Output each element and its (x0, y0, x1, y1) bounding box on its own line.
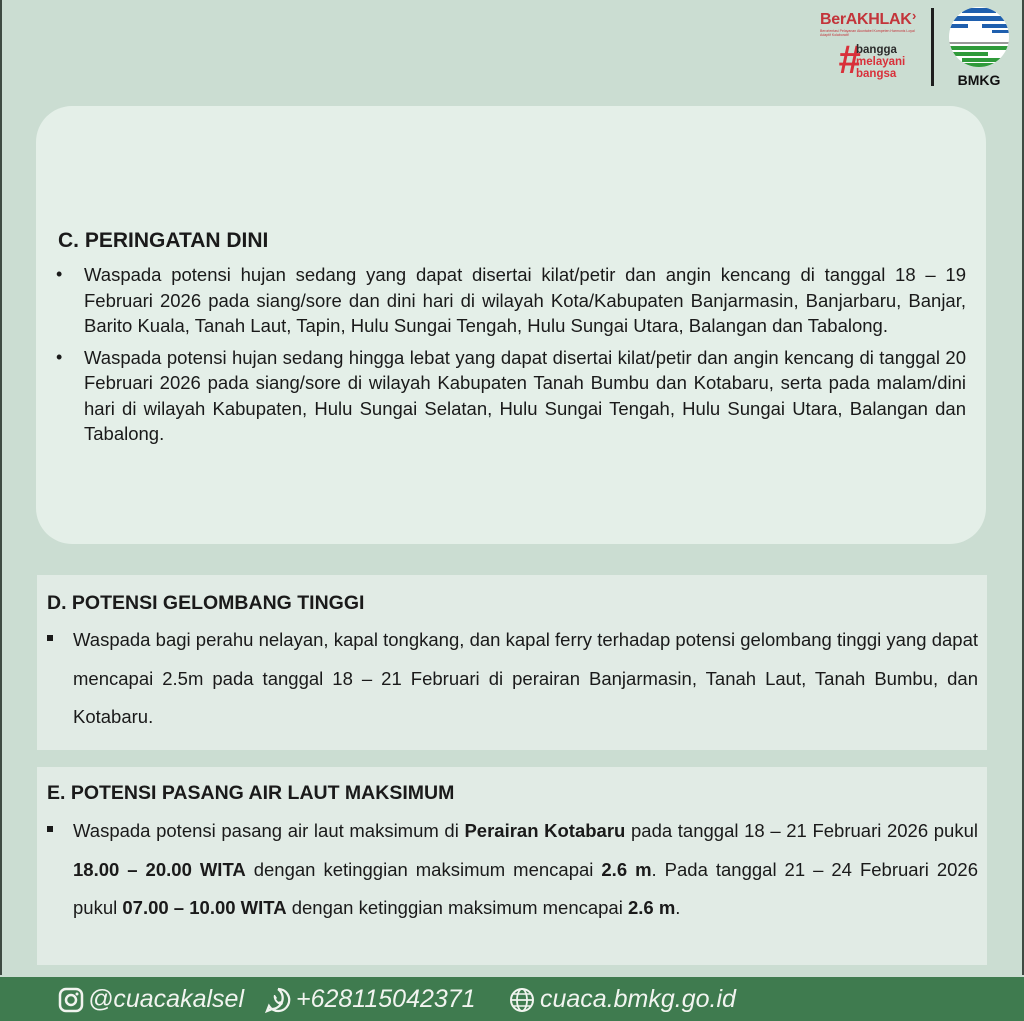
text-part: . Pada tanggal 21 – 24 Februari 2026 pukul (73, 858, 978, 918)
bullet-icon: • (56, 346, 63, 367)
instagram-icon (58, 987, 84, 1013)
list-item (56, 262, 966, 339)
list-item-text: Waspada potensi hujan sedang hingga lebat yang dapat disertai kilat/petir dan angin kencang di tanggal 20 Februari 2026 pada siang/sore di wilayah Kabupaten Tanah Bumbu dan Kotabaru, serta pada malam/dini hari di wilayah Kabupaten, Hulu Sungai Selatan, Hulu Sungai Tengah, Hulu Sungai Utara, Balangan dan Tabalong. (84, 346, 966, 444)
section-d-title: D. POTENSI GELOMBANG TINGGI (47, 592, 365, 614)
bullet-icon: • (56, 264, 63, 284)
bmkg-emblem-icon (948, 6, 1010, 68)
berakhlak-tagline: Berorientasi Pelayanan Akuntabel Kompeten Harmonis Loyal Adaptif Kolaboratif (820, 29, 915, 37)
section-e-title: E. POTENSI PASANG AIR LAUT MAKSIMUM (47, 782, 455, 804)
square-bullet-icon (47, 635, 53, 641)
berakhlak-logo (820, 8, 924, 37)
text-part: pada tanggal 18 – 21 Februari 2026 pukul (625, 820, 978, 841)
section-c-title: C. PERINGATAN DINI (58, 229, 269, 252)
whatsapp-link[interactable] (264, 983, 476, 1015)
height-highlight: 2.6 m (601, 858, 652, 880)
text-part: dengan ketinggian maksimum mencapai (245, 858, 602, 880)
time-highlight: 18.00 – 20.00 WITA (73, 858, 246, 880)
bmkg-logo (944, 6, 1014, 88)
whatsapp-number: +628115042371 (296, 985, 476, 1013)
chevron-icon: › (912, 8, 917, 23)
text-part: dengan ketinggian maksimum mencapai (286, 897, 628, 918)
text-part: . (675, 897, 681, 918)
globe-icon (508, 986, 536, 1014)
list-item (56, 345, 966, 447)
header-logos (818, 4, 1018, 88)
bangga-word-3: bangsa (856, 68, 897, 80)
bmkg-label: BMKG (957, 72, 1001, 88)
berakhlak-brand: BerAKHLAK (820, 11, 912, 28)
instagram-link[interactable] (58, 983, 244, 1015)
section-c-list (56, 262, 966, 453)
location-highlight: Perairan Kotabaru (464, 820, 626, 841)
square-bullet-icon (47, 826, 53, 832)
instagram-handle: @cuacakalsel (88, 985, 245, 1013)
website-link[interactable] (508, 983, 736, 1015)
footer-bar (0, 977, 1024, 1021)
text-part: Waspada potensi pasang air laut maksimum di (73, 820, 465, 841)
time-highlight: 07.00 – 10.00 WITA (122, 897, 287, 918)
bangga-melayani-bangsa-logo (838, 38, 928, 82)
logo-divider (931, 8, 934, 86)
section-c-card (36, 106, 986, 544)
bangga-word-1: bangga (856, 44, 897, 56)
hashtag-icon: # (838, 38, 861, 82)
bangga-word-2: melayani (856, 56, 906, 68)
website-url: cuaca.bmkg.go.id (540, 985, 736, 1013)
height-highlight: 2.6 m (627, 897, 676, 918)
section-d-text: Waspada bagi perahu nelayan, kapal tongkang, dan kapal ferry terhadap potensi gelombang tinggi yang dapat mencapai 2.5m pada tanggal 18 – 21 Februari di perairan Banjarmasin, Tanah Laut, Tanah Bumbu, dan Kotabaru. (73, 629, 978, 727)
whatsapp-icon (264, 986, 292, 1014)
list-item-text: Waspada potensi hujan sedang yang dapat disertai kilat/petir dan angin kencang di tanggal 18 – 19 Februari 2026 pada siang/sore dan dini hari di wilayah Kota/Kabupaten Banjarmasin, Banjarbaru, Banjar, Barito Kuala, Tanah Laut, Tapin, Hulu Sungai Tengah, Hulu Sungai Utara, Balangan dan Tabalong. (84, 264, 966, 336)
left-border (0, 0, 2, 975)
section-e-text (73, 812, 978, 928)
section-e-card (37, 767, 987, 965)
section-d-card (37, 575, 987, 750)
